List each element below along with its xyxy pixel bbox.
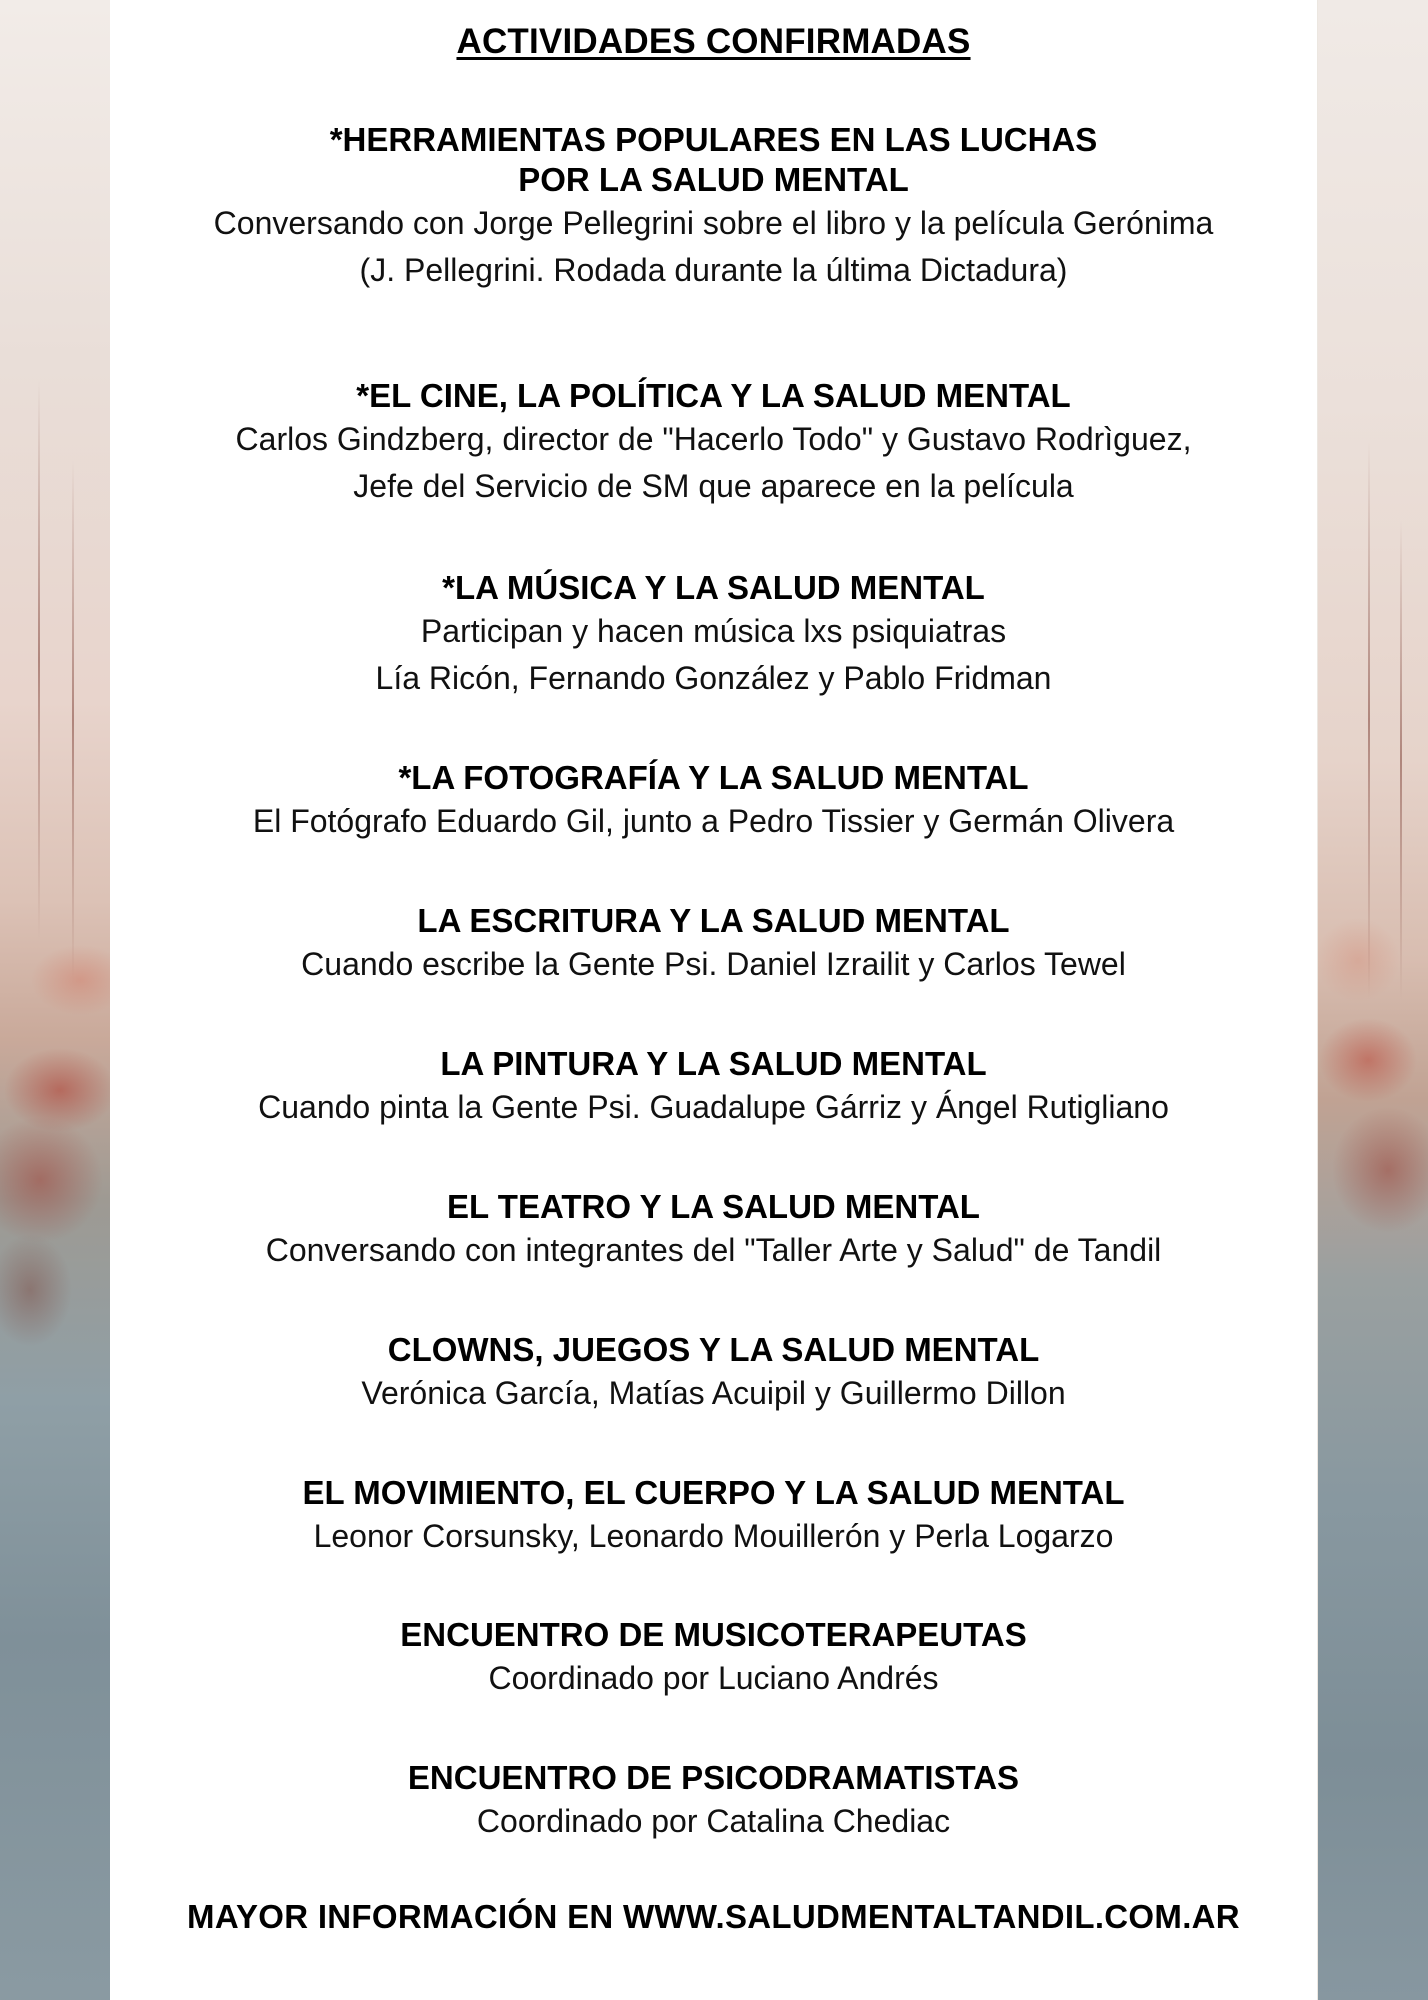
activity-musica bbox=[110, 568, 1317, 702]
activity-description: Conversando con Jorge Pellegrini sobre el libro y la película Gerónima bbox=[213, 205, 1214, 241]
activity-musicoterapeutas bbox=[110, 1615, 1317, 1702]
activity-teatro bbox=[110, 1187, 1317, 1274]
activity-heading: ENCUENTRO DE PSICODRAMATISTAS bbox=[407, 1759, 1020, 1796]
activity-escritura bbox=[110, 901, 1317, 988]
activity-description: Jefe del Servicio de SM que aparece en la película bbox=[353, 468, 1074, 504]
activity-movimiento bbox=[110, 1473, 1317, 1560]
activity-heading: LA ESCRITURA Y LA SALUD MENTAL bbox=[417, 902, 1010, 939]
activity-description: Verónica García, Matías Acuipil y Guillermo Dillon bbox=[361, 1375, 1066, 1411]
activity-heading: *LA FOTOGRAFÍA Y LA SALUD MENTAL bbox=[398, 759, 1029, 796]
content-panel bbox=[110, 0, 1317, 2000]
activity-description: Carlos Gindzberg, director de "Hacerlo Todo" y Gustavo Rodrìguez, bbox=[235, 421, 1192, 457]
activity-herramientas bbox=[110, 120, 1317, 294]
activity-description: Conversando con integrantes del "Taller Arte y Salud" de Tandil bbox=[265, 1232, 1162, 1268]
activity-description: (J. Pellegrini. Rodada durante la última Dictadura) bbox=[359, 252, 1068, 288]
activity-psicodramatistas bbox=[110, 1758, 1317, 1845]
activity-description: El Fotógrafo Eduardo Gil, junto a Pedro Tissier y Germán Olivera bbox=[252, 803, 1175, 839]
activity-heading: *LA MÚSICA Y LA SALUD MENTAL bbox=[442, 569, 985, 606]
activity-fotografia bbox=[110, 758, 1317, 845]
activity-description: Participan y hacen música lxs psiquiatras bbox=[420, 613, 1007, 649]
activity-heading: *EL CINE, LA POLÍTICA Y LA SALUD MENTAL bbox=[356, 377, 1071, 414]
activity-description: Lía Ricón, Fernando González y Pablo Fridman bbox=[375, 660, 1052, 696]
activity-cine bbox=[110, 376, 1317, 510]
activity-heading: POR LA SALUD MENTAL bbox=[518, 161, 909, 198]
activity-pintura bbox=[110, 1044, 1317, 1131]
activity-description: Leonor Corsunsky, Leonardo Mouillerón y Perla Logarzo bbox=[313, 1518, 1114, 1554]
background-painting-right bbox=[1318, 0, 1428, 2000]
footer-website: MAYOR INFORMACIÓN EN WWW.SALUDMENTALTANDIL.COM.AR bbox=[187, 1898, 1240, 1935]
activity-heading: CLOWNS, JUEGOS Y LA SALUD MENTAL bbox=[387, 1331, 1040, 1368]
background-painting-left bbox=[0, 0, 120, 2000]
activity-heading: EL TEATRO Y LA SALUD MENTAL bbox=[447, 1188, 980, 1225]
activity-heading: *HERRAMIENTAS POPULARES EN LAS LUCHAS bbox=[329, 121, 1098, 158]
activity-heading: LA PINTURA Y LA SALUD MENTAL bbox=[440, 1045, 987, 1082]
activity-clowns bbox=[110, 1330, 1317, 1417]
activity-description: Cuando escribe la Gente Psi. Daniel Izrailit y Carlos Tewel bbox=[301, 946, 1126, 982]
activity-description: Cuando pinta la Gente Psi. Guadalupe Gárriz y Ángel Rutigliano bbox=[258, 1089, 1169, 1125]
activity-heading: ENCUENTRO DE MUSICOTERAPEUTAS bbox=[400, 1616, 1027, 1653]
activity-heading: EL MOVIMIENTO, EL CUERPO Y LA SALUD MENTAL bbox=[302, 1474, 1125, 1511]
activity-description: Coordinado por Luciano Andrés bbox=[488, 1660, 939, 1696]
activity-description: Coordinado por Catalina Chediac bbox=[476, 1803, 951, 1839]
page-title: ACTIVIDADES CONFIRMADAS bbox=[456, 22, 971, 61]
